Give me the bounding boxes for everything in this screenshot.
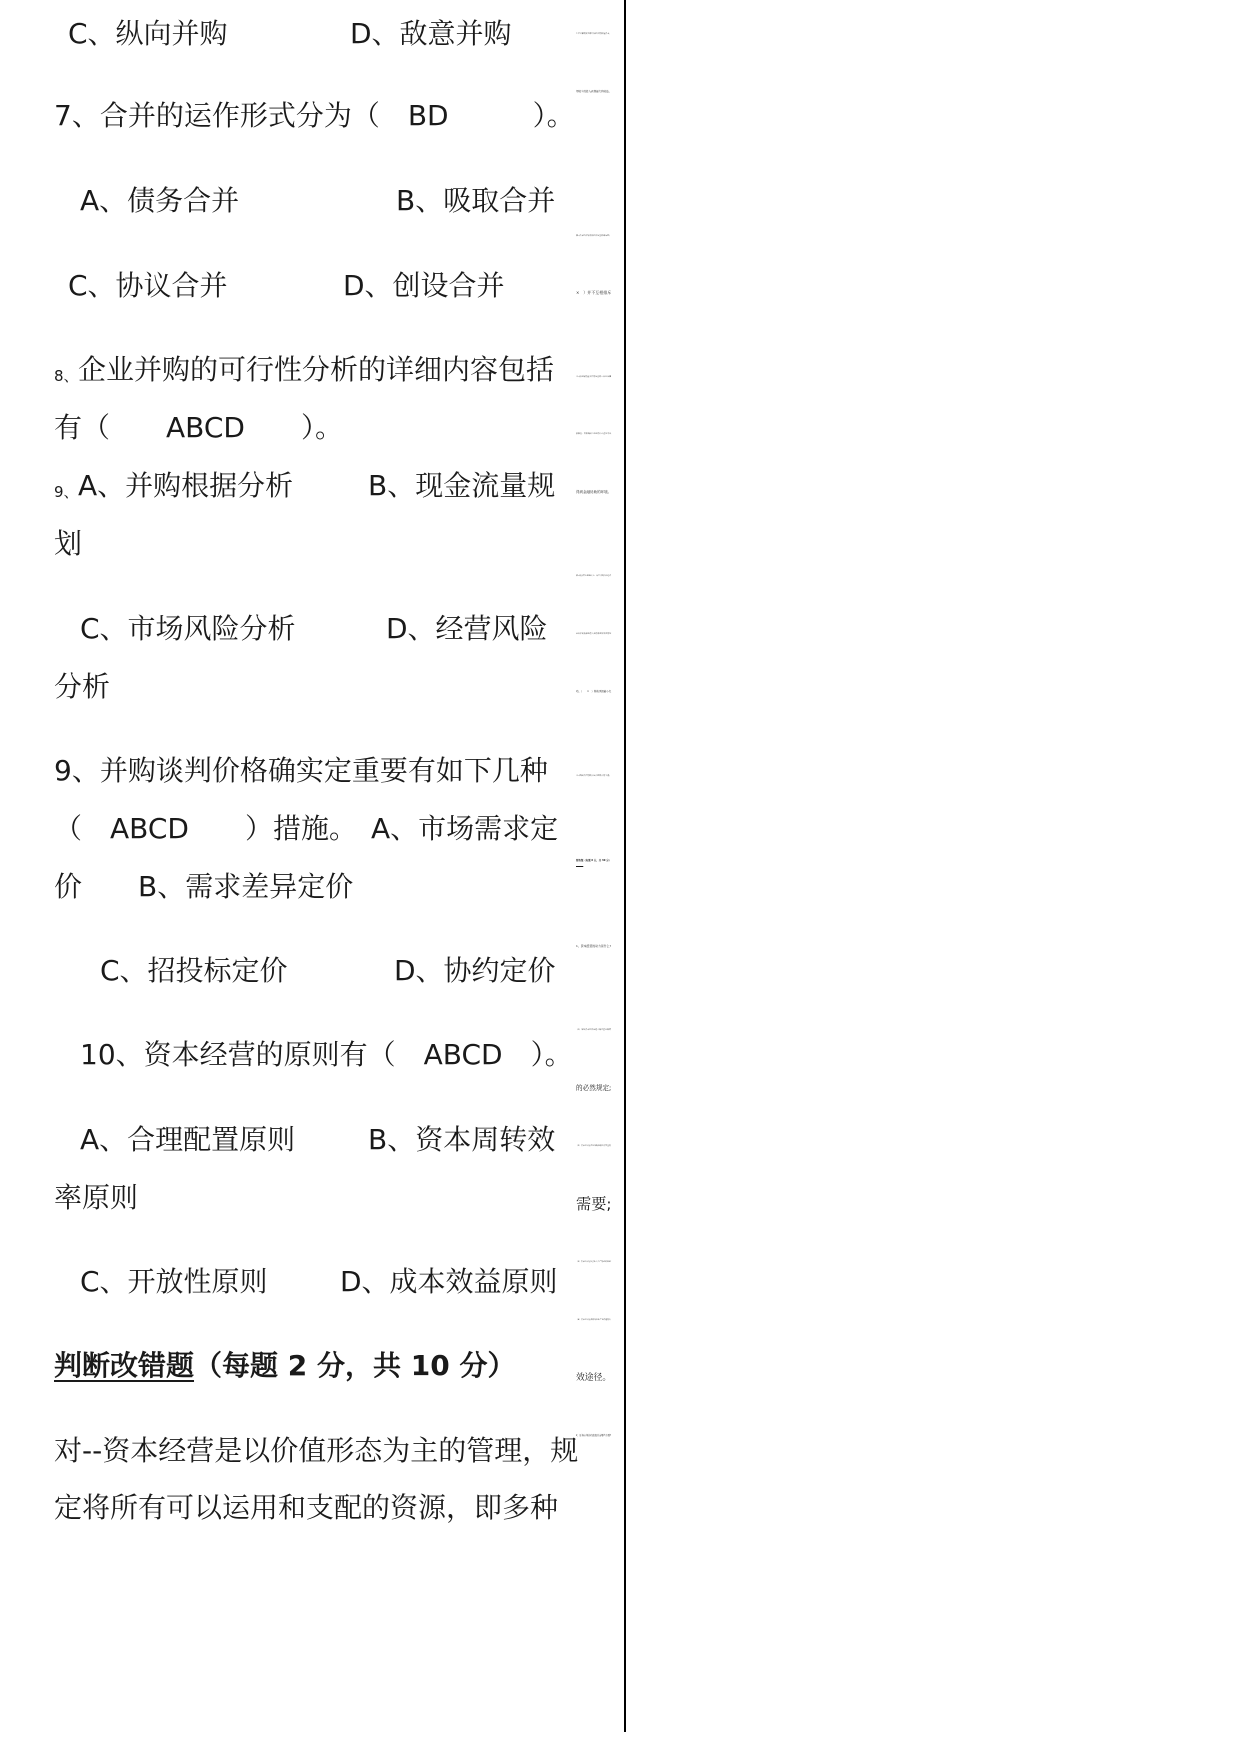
q7-option-c: C、协议合并 <box>68 269 228 302</box>
judge1-line2: 定将所有可以运用和支配的资源，即多种 <box>54 1491 559 1524</box>
short-q1-answer4-line2: 效途径。 <box>576 1373 612 1383</box>
judge2-line2: × ）并不互相排斥 <box>576 290 612 295</box>
judge1-line3: 生产要素的使用都可以经营的价值资本， <box>576 33 612 35</box>
q6-option-c: C、纵向并购 <box>68 17 228 50</box>
q9-option-c: C、招投标定价 <box>100 954 288 987</box>
short-q1-stem: 1、资本经营的动力是什么? <box>576 944 611 948</box>
judge2-line1: 错--资本经营与商品经营是互相排斥旳。 <box>576 235 612 237</box>
q7-option-a: A、债务合并 <box>80 184 240 217</box>
q10-option-c: C、开放性原则 <box>80 1265 268 1298</box>
q9-option-d: D、协约定价 <box>394 954 556 987</box>
q7-option-d: D、创设合并 <box>343 269 505 302</box>
q7-option-b: B、吸取合并 <box>396 184 556 217</box>
q8-option-d-continued: 分析 <box>54 670 111 703</box>
q9-stem-line2: （ ABCD ）措施。 A、市场需求定 <box>54 812 559 845</box>
judge4-line2: 是出于税收承担最大化的考虑而采用的行 <box>576 633 612 635</box>
judge4-line1: 错--税负效应理论认为：某些并购活动也许 <box>576 575 612 577</box>
q8-option-c: C、市场风险分析 <box>80 612 296 645</box>
judge5-line1: 对--固定资产的整合是并购整合的关键。 <box>576 775 612 777</box>
judge-heading-label: 判断改错题 <box>54 1349 195 1382</box>
q7-stem: 7、合并的运作形式分为（ BD ）。 <box>54 99 575 132</box>
short-q2-stem: 2、证券市场的功能表目前哪些方面? <box>576 1434 612 1437</box>
q10-option-b-continued: 率原则 <box>54 1181 139 1214</box>
short-q1-answer1-line1: （1）实行资本经营是建立现代企业制度 <box>576 1029 611 1031</box>
q8-option-b-continued: 划 <box>54 527 83 560</box>
short-q1-answer2-line1: （2）资本经营是企业实现规模经济效益的 <box>576 1145 611 1147</box>
judge1-line1: 对--资本经营是以价值形态为主的管理，规 <box>54 1434 579 1467</box>
q9-stem-line1: 9、并购谈判价格确实定重要有如下几种 <box>54 754 548 787</box>
short-heading-label: 简答题 <box>576 859 584 862</box>
q10-option-b: B、资本周转效 <box>368 1123 556 1156</box>
short-q1-answer2-line2: 需要; <box>576 1195 612 1213</box>
short-answer-section-heading <box>576 843 611 879</box>
judge-heading-rest: （每题 2 分，共 10 分） <box>194 1349 516 1382</box>
q8-option-a: A、并购根据分析 <box>78 469 294 502</box>
q8-stem-line1: 企业并购的可行性分析的详细内容包括 <box>78 353 555 386</box>
q8-list-number: 9、 <box>54 483 79 501</box>
q8-stem-line2: 有（ ABCD ）。 <box>54 411 343 444</box>
judge4-line3: 动。（ × ）税收承担最小化 <box>576 690 612 693</box>
short-heading-rest: （每题 6 分，共 30 分） <box>583 859 612 862</box>
short-q1-answer4-line1: （4）资本经营是调整与优化产业构造的有 <box>576 1319 611 1321</box>
judge3-line3: 得到金融协助的环境。 <box>576 490 612 494</box>
q8-option-d: D、经营风险 <box>386 612 548 645</box>
q10-stem: 10、资本经营的原则有（ ABCD ）。 <box>80 1038 573 1071</box>
judge3-line2: 创新性、有市场潜力行业的中小企业可以 <box>576 433 612 435</box>
column-divider <box>624 0 626 1732</box>
q10-option-d: D、成本效益原则 <box>340 1265 558 1298</box>
short-q1-answer3: （3）资本经营是社会化大生产的必然规定; <box>576 1261 612 1263</box>
q9-stem-line3: 价 B、需求差异定价 <box>54 870 354 903</box>
judge-section-heading <box>54 1348 515 1384</box>
q10-option-a: A、合理配置原则 <box>80 1123 296 1156</box>
short-q1-answer1-line2: 的必然规定; <box>576 1084 612 1092</box>
q8-number: 8、 <box>54 367 79 385</box>
judge3-line1: 对--创业板的重要目的是发明一种让从事 <box>576 376 612 378</box>
q8-option-b: B、现金流量规 <box>368 469 556 502</box>
judge1-line4: 用较少的投入获得最大旳收益。 <box>576 90 612 93</box>
q6-option-d: D、敌意并购 <box>350 17 512 50</box>
